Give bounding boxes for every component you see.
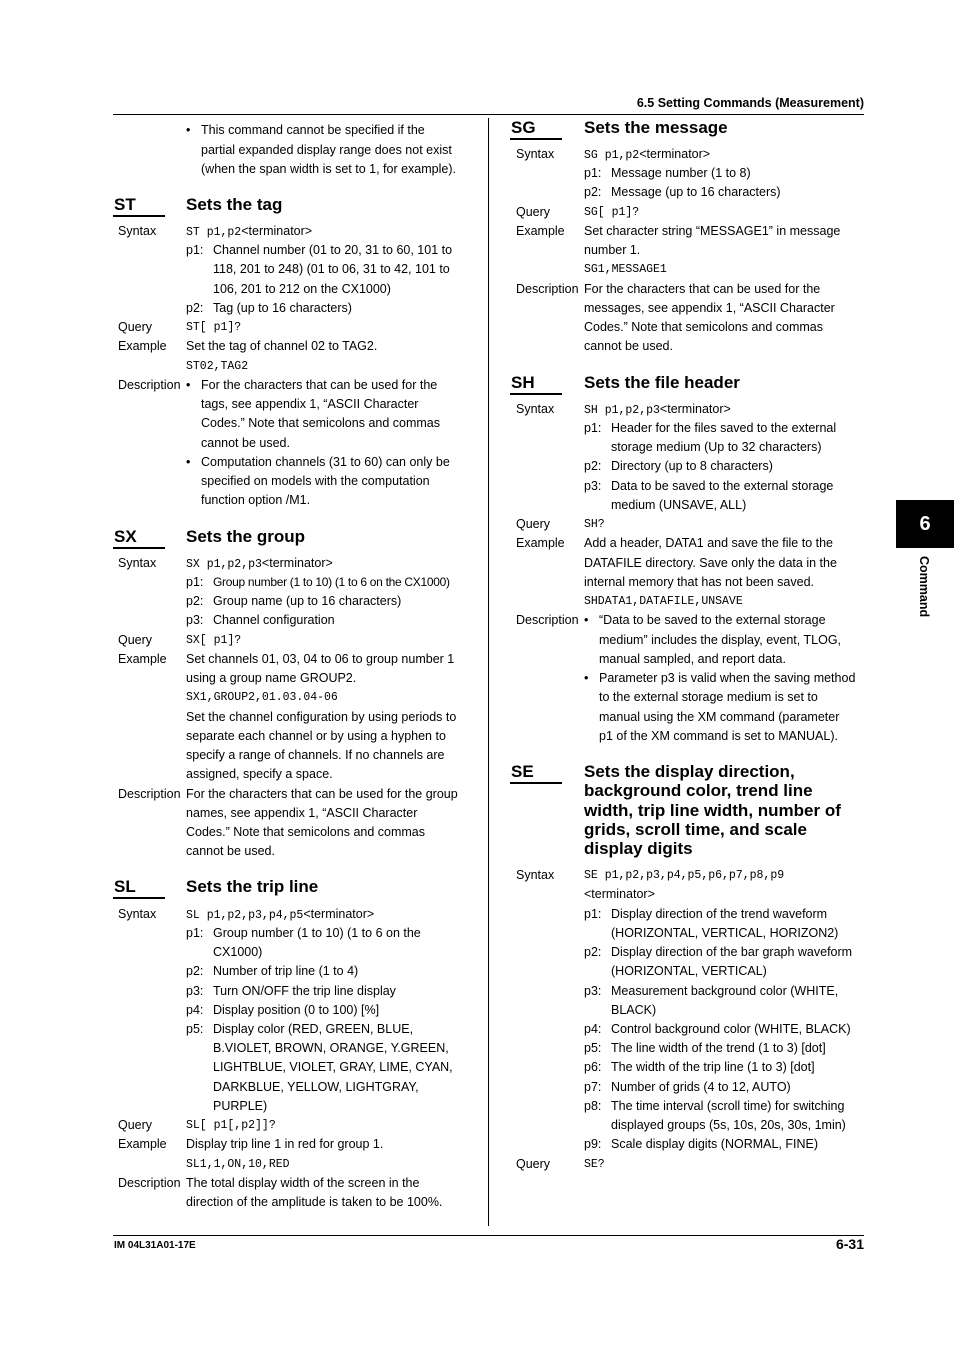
- st-p1: 118, 201 to 248) (01 to 06, 31 to 42, 101 to: [213, 262, 450, 276]
- sx-desc: Codes.” Note that semicolons and commas: [186, 825, 425, 839]
- se-heading: display digits: [584, 839, 693, 858]
- sh-command-code: SH: [511, 373, 535, 392]
- st-heading: Sets the tag: [186, 195, 283, 214]
- sx-example: using a group name GROUP2.: [186, 671, 357, 685]
- se-heading: Sets the display direction,: [584, 762, 795, 781]
- se-p7: Number of grids (4 to 12, AUTO): [611, 1080, 791, 1094]
- sl-underline: [113, 897, 165, 899]
- sx-example-note: Set the channel configuration by using periods to: [186, 710, 457, 724]
- st-desc: cannot be used.: [201, 436, 290, 450]
- bullet: •: [186, 123, 191, 137]
- param-label: p1:: [584, 421, 602, 435]
- doc-id: IM 04L31A01-17E: [114, 1240, 196, 1251]
- sh-desc: to the external storage medium is set to: [599, 690, 818, 704]
- sh-p3: Data to be saved to the external storage: [611, 479, 834, 493]
- example-label: Example: [118, 652, 167, 666]
- sh-example: Add a header, DATA1 and save the file to the: [584, 536, 834, 550]
- sg-underline: [510, 138, 562, 140]
- intro-line: This command cannot be specified if the: [201, 123, 425, 137]
- query-label: Query: [118, 320, 153, 334]
- sg-p1: Message number (1 to 8): [611, 166, 751, 180]
- sh-example: DATAFILE directory. Save only the data in the: [584, 556, 837, 570]
- sg-command-code: SG: [511, 118, 536, 137]
- page-number: 6-31: [835, 1236, 864, 1252]
- sh-desc: “Data to be saved to the external storage: [599, 613, 826, 627]
- se-p8: The time interval (scroll time) for switching: [611, 1099, 845, 1113]
- param-label: p1:: [584, 907, 602, 921]
- param-label: p5:: [584, 1041, 602, 1055]
- sg-query: SG[ p1]?: [584, 206, 640, 219]
- syntax-label: Syntax: [516, 402, 555, 416]
- syntax-label: Syntax: [118, 556, 157, 570]
- sl-p5: PURPLE): [213, 1099, 268, 1113]
- sl-syntax: SL p1,p2,p3,p4,p5<terminator>: [186, 907, 375, 922]
- sh-example-code: SHDATA1,DATAFILE,UNSAVE: [584, 595, 743, 608]
- sx-heading: Sets the group: [186, 527, 306, 546]
- sl-p5: Display color (RED, GREEN, BLUE,: [213, 1022, 414, 1036]
- se-p4: Control background color (WHITE, BLACK): [611, 1022, 851, 1036]
- sg-desc: messages, see appendix 1, “ASCII Character: [584, 301, 835, 315]
- se-p5: The line width of the trend (1 to 3) [dot]: [611, 1041, 826, 1055]
- param-label: p4:: [584, 1022, 602, 1036]
- st-example: Set the tag of channel 02 to TAG2.: [186, 339, 378, 353]
- param-label: p1:: [584, 166, 602, 180]
- column-divider: [488, 118, 489, 1226]
- param-label: p2:: [186, 964, 204, 978]
- sh-desc: manual sampled, and report data.: [599, 652, 786, 666]
- se-heading: background color, trend line: [584, 781, 813, 800]
- sg-p2: Message (up to 16 characters): [611, 185, 781, 199]
- sx-command-code: SX: [114, 527, 137, 546]
- se-p2: Display direction of the bar graph waveform: [611, 945, 853, 959]
- se-command-code: SE: [511, 762, 534, 781]
- se-p3: Measurement background color (WHITE,: [611, 984, 839, 998]
- st-p1: Channel number (01 to 20, 31 to 60, 101 to: [213, 243, 453, 257]
- param-label: p1:: [186, 926, 204, 940]
- example-label: Example: [118, 339, 167, 353]
- st-desc: tags, see appendix 1, “ASCII Character: [201, 397, 419, 411]
- query-label: Query: [516, 205, 551, 219]
- se-p6: The width of the trip line (1 to 3) [dot]: [611, 1060, 815, 1074]
- sh-desc: p1 of the XM command is set to MANUAL).: [599, 729, 838, 743]
- se-p9: Scale display digits (NORMAL, FINE): [611, 1137, 819, 1151]
- param-label: p7:: [584, 1080, 602, 1094]
- chapter-tab[interactable]: 6: [896, 500, 954, 548]
- sg-example-code: SG1,MESSAGE1: [584, 263, 667, 276]
- sl-p3: Turn ON/OFF the trip line display: [213, 984, 396, 998]
- intro-line: partial expanded display range does not exist: [201, 143, 452, 157]
- sx-syntax: SX p1,p2,p3<terminator>: [186, 556, 333, 571]
- sl-p5: LIGHTBLUE, VIOLET, GRAY, LIME, CYAN,: [213, 1060, 453, 1074]
- sg-heading: Sets the message: [584, 118, 728, 137]
- sg-syntax: SG p1,p2<terminator>: [584, 147, 711, 162]
- sl-heading: Sets the trip line: [186, 877, 319, 896]
- sl-desc: The total display width of the screen in the: [186, 1176, 420, 1190]
- se-p1: (HORIZONTAL, VERTICAL, HORIZON2): [611, 926, 839, 940]
- sl-desc: direction of the amplitude is taken to be 100%.: [186, 1195, 443, 1209]
- sl-example: Display trip line 1 in red for group 1.: [186, 1137, 384, 1151]
- sg-example: number 1.: [584, 243, 641, 257]
- param-label: p6:: [584, 1060, 602, 1074]
- se-p3: BLACK): [611, 1003, 657, 1017]
- sx-p3: Channel configuration: [213, 613, 335, 627]
- se-heading: width, trip line width, number of: [584, 801, 841, 820]
- sl-command-code: SL: [114, 877, 136, 896]
- bullet: •: [584, 613, 589, 627]
- description-label: Description: [118, 1176, 181, 1190]
- st-desc: specified on models with the computation: [201, 474, 430, 488]
- sl-example-code: SL1,1,ON,10,RED: [186, 1158, 290, 1171]
- param-label: p8:: [584, 1099, 602, 1113]
- st-desc: For the characters that can be used for the: [201, 378, 438, 392]
- sl-p5: B.VIOLET, BROWN, ORANGE, Y.GREEN,: [213, 1041, 449, 1055]
- sh-desc: Parameter p3 is valid when the saving method: [599, 671, 856, 685]
- bullet: •: [584, 671, 589, 685]
- se-syntax: SE p1,p2,p3,p4,p5,p6,p7,p8,p9: [584, 869, 785, 882]
- sh-p2: Directory (up to 8 characters): [611, 459, 773, 473]
- st-desc: Computation channels (31 to 60) can only be: [201, 455, 450, 469]
- query-label: Query: [516, 1157, 551, 1171]
- sl-p4: Display position (0 to 100) [%]: [213, 1003, 380, 1017]
- st-command-code: ST: [114, 195, 136, 214]
- sh-underline: [510, 393, 562, 395]
- header-rule: [113, 114, 864, 115]
- param-label: p4:: [186, 1003, 204, 1017]
- description-label: Description: [516, 282, 579, 296]
- se-syntax-terminator: <terminator>: [584, 887, 655, 901]
- se-underline: [510, 782, 562, 784]
- sg-example: Set character string “MESSAGE1” in message: [584, 224, 841, 238]
- st-p1: 106, 201 to 212 on the CX1000): [213, 282, 391, 296]
- se-p1: Display direction of the trend waveform: [611, 907, 828, 921]
- sh-heading: Sets the file header: [584, 373, 740, 392]
- se-p2: (HORIZONTAL, VERTICAL): [611, 964, 767, 978]
- sl-query: SL[ p1[,p2]]?: [186, 1119, 276, 1132]
- sh-p1: storage medium (Up to 32 characters): [611, 440, 822, 454]
- sl-p2: Number of trip line (1 to 4): [213, 964, 359, 978]
- st-underline: [113, 215, 165, 217]
- param-label: p2:: [186, 301, 204, 315]
- param-label: p3:: [584, 984, 602, 998]
- description-label: Description: [516, 613, 579, 627]
- sh-p1: Header for the files saved to the external: [611, 421, 837, 435]
- st-p2: Tag (up to 16 characters): [213, 301, 352, 315]
- footer-rule: [113, 1235, 864, 1236]
- sl-p5: DARKBLUE, YELLOW, LIGHTGRAY,: [213, 1080, 419, 1094]
- example-label: Example: [516, 536, 565, 550]
- section-title: 6.5 Setting Commands (Measurement): [636, 96, 864, 110]
- st-query: ST[ p1]?: [186, 321, 242, 334]
- param-label: p3:: [186, 613, 204, 627]
- syntax-label: Syntax: [516, 868, 555, 882]
- sx-example-note: separate each channel or by using a hyphen to: [186, 729, 446, 743]
- example-label: Example: [118, 1137, 167, 1151]
- sx-desc: names, see appendix 1, “ASCII Character: [186, 806, 418, 820]
- sx-desc: For the characters that can be used for the group: [186, 787, 458, 801]
- st-example-code: ST02,TAG2: [186, 360, 249, 373]
- sx-p2: Group name (up to 16 characters): [213, 594, 402, 608]
- syntax-label: Syntax: [516, 147, 555, 161]
- sx-underline: [113, 547, 165, 549]
- intro-line: (when the span width is set to 1, for example).: [201, 162, 456, 176]
- param-label: p2:: [584, 945, 602, 959]
- chapter-label: Command: [917, 556, 931, 618]
- param-label: p2:: [584, 185, 602, 199]
- sl-p1: Group number (1 to 10) (1 to 6 on the: [213, 926, 421, 940]
- param-label: p2:: [186, 594, 204, 608]
- query-label: Query: [118, 1118, 153, 1132]
- query-label: Query: [516, 517, 551, 531]
- sx-example-note: specify a range of channels. If no channels are: [186, 748, 445, 762]
- st-desc: Codes.” Note that semicolons and commas: [201, 416, 440, 430]
- sx-desc: cannot be used.: [186, 844, 275, 858]
- query-label: Query: [118, 633, 153, 647]
- sx-example: Set channels 01, 03, 04 to 06 to group number 1: [186, 652, 455, 666]
- se-heading: grids, scroll time, and scale: [584, 820, 807, 839]
- se-query: SE?: [584, 1158, 605, 1171]
- sg-desc: cannot be used.: [584, 339, 673, 353]
- sl-p1: CX1000): [213, 945, 263, 959]
- param-label: p3:: [186, 984, 204, 998]
- sh-desc: medium” includes the display, event, TLOG,: [599, 633, 842, 647]
- sh-syntax: SH p1,p2,p3<terminator>: [584, 402, 731, 417]
- sg-desc: For the characters that can be used for the: [584, 282, 821, 296]
- sx-p1: Group number (1 to 10) (1 to 6 on the CX1000): [213, 575, 450, 589]
- param-label: p3:: [584, 479, 602, 493]
- sx-query: SX[ p1]?: [186, 634, 242, 647]
- description-label: Description: [118, 378, 181, 392]
- param-label: p1:: [186, 575, 204, 589]
- param-label: p1:: [186, 243, 204, 257]
- description-label: Description: [118, 787, 181, 801]
- syntax-label: Syntax: [118, 224, 157, 238]
- example-label: Example: [516, 224, 565, 238]
- sg-desc: Codes.” Note that semicolons and commas: [584, 320, 823, 334]
- bullet: •: [186, 378, 191, 392]
- sx-example-note: assigned, specify a space.: [186, 767, 333, 781]
- param-label: p2:: [584, 459, 602, 473]
- param-label: p5:: [186, 1022, 204, 1036]
- param-label: p9:: [584, 1137, 602, 1151]
- sh-query: SH?: [584, 518, 605, 531]
- se-p8: displayed groups (5s, 10s, 20s, 30s, 1min): [611, 1118, 846, 1132]
- st-desc: function option /M1.: [201, 493, 311, 507]
- sh-desc: manual using the XM command (parameter: [599, 710, 840, 724]
- sx-example-code: SX1,GROUP2,01.03.04-06: [186, 691, 338, 704]
- bullet: •: [186, 455, 191, 469]
- sh-example: internal memory that has not been saved.: [584, 575, 814, 589]
- st-syntax: ST p1,p2<terminator>: [186, 224, 313, 239]
- syntax-label: Syntax: [118, 907, 157, 921]
- sh-p3: medium (UNSAVE, ALL): [611, 498, 747, 512]
